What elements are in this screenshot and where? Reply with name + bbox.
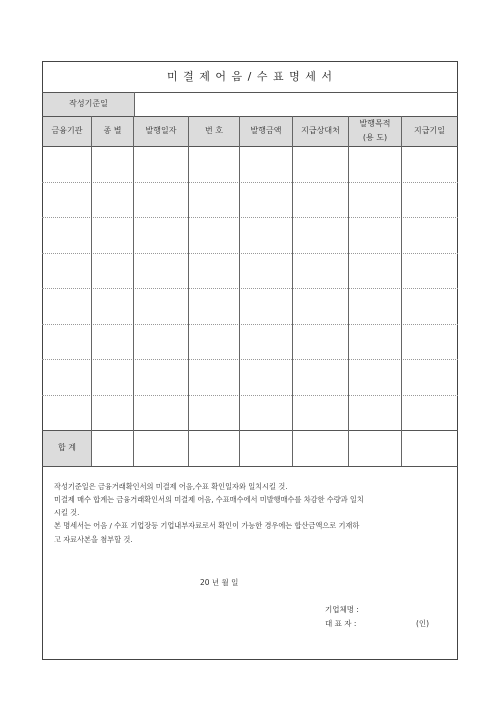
rule-basis-bottom [42, 116, 458, 117]
header-issue-date: 발행일자 [145, 126, 177, 135]
row-separator [42, 217, 458, 218]
row-separator [42, 288, 458, 289]
basis-date-label: 작성기준일 [69, 99, 108, 108]
rule-col-3 [188, 116, 189, 466]
header-purpose: 발행목적 [359, 119, 391, 128]
header-amount: 발행금액 [250, 126, 282, 135]
row-separator [42, 182, 458, 183]
header-type: 종 별 [103, 126, 122, 135]
total-label: 합 계 [58, 443, 76, 452]
note-line-4: 본 명세서는 어음 / 수표 기업장등 기업내부자료로서 확인이 가능한 경우에는 합산금액으로 기재하 [54, 521, 360, 530]
rule-total-top [42, 430, 458, 431]
rule-header-bottom [42, 146, 458, 147]
rule-col-5 [292, 116, 293, 466]
header-number: 번 호 [205, 126, 223, 135]
row-separator [42, 324, 458, 325]
header-due-date: 지급기일 [414, 126, 445, 135]
note-line-5: 고 자료사본을 첨부할 것. [54, 535, 133, 544]
seal-mark: (인) [416, 619, 430, 628]
note-line-2: 미결제 매수 합계는 금융거래확인서의 미결제 어음, 수표매수에서 미발행매수를 차감한 수량과 일치 [54, 495, 364, 504]
row-separator [42, 395, 458, 396]
note-line-1: 작성기준일은 금융거래확인서의 미결제 어음,수표 확인일자와 일치시킬 것. [54, 482, 288, 491]
rule-total-bottom [42, 466, 458, 467]
rule-col-7 [401, 116, 402, 466]
company-name-label: 기업체명 : [325, 605, 359, 614]
rule-title-bottom [42, 92, 458, 93]
note-line-3: 시킬 것. [54, 508, 80, 517]
header-institution: 금융기관 [51, 126, 83, 135]
rule-col-4 [239, 116, 240, 466]
representative-label: 대 표 자 : [325, 619, 357, 628]
form-title: 미 결 제 어 음 / 수 표 명 세 서 [167, 70, 333, 83]
form-frame [42, 61, 458, 660]
row-separator [42, 253, 458, 254]
header-purpose-use: (용 도) [362, 133, 388, 142]
rule-basis-divider [134, 92, 135, 116]
header-payee: 지급상대처 [301, 126, 340, 135]
rule-col-6 [348, 116, 349, 466]
date-line: 20 년 월 일 [200, 578, 239, 587]
rule-col-1 [91, 116, 92, 466]
row-separator [42, 359, 458, 360]
rule-col-2 [133, 116, 134, 466]
